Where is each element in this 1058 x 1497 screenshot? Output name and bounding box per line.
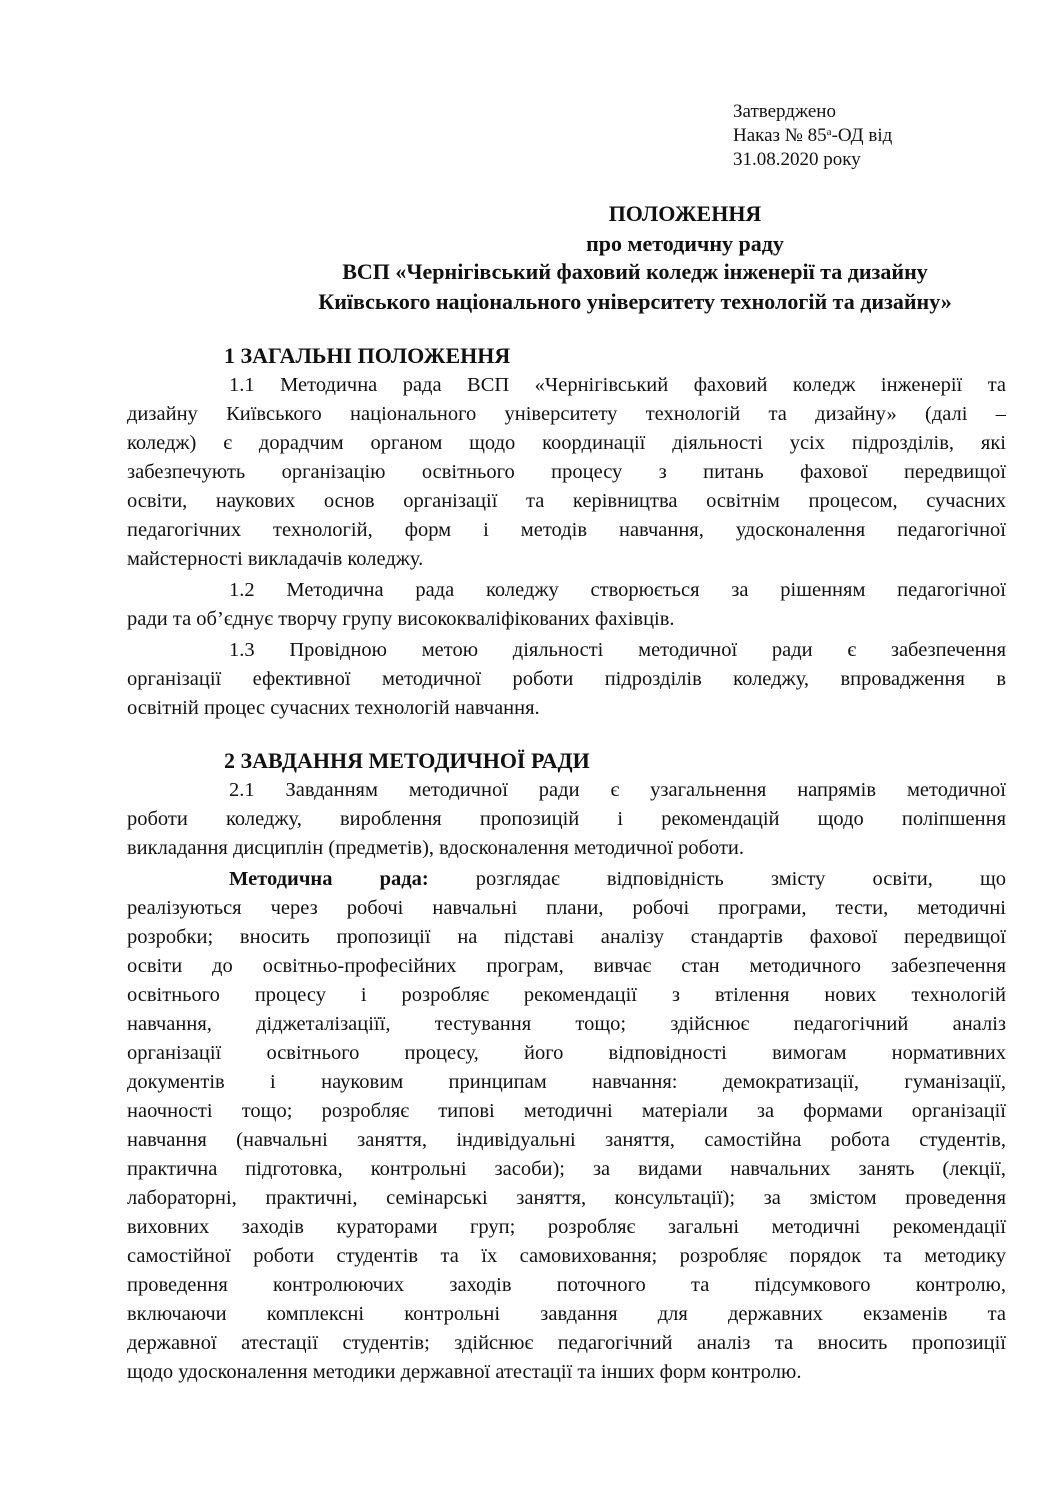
paragraph-line: коледж) є дорадчим органом щодо координації діяльності усіх підрозділів, які <box>127 432 1006 454</box>
paragraph-line: навчання, діджеталізаціїї, тестування тощо; здійснює педагогічний аналіз <box>127 1013 1006 1035</box>
order-number <box>733 124 892 148</box>
paragraph-line: виховних заходів кураторами груп; розробляє загальні методичні рекомендації <box>127 1216 1006 1238</box>
paragraph-line: організації ефективної методичної роботи підрозділів коледжу, впровадження в <box>127 668 1006 690</box>
paragraph-line: державної атестації студентів; здійснює педагогічний аналіз та вносить пропозиції <box>127 1332 1006 1354</box>
paragraph-line: лабораторні, практичні, семінарські заняття, консультації); за змістом проведення <box>127 1187 1006 1209</box>
paragraph-line: практична підготовка, контрольні засоби); за видами навчальних занять (лекції, <box>127 1158 1006 1180</box>
paragraph-line: 2.1 Завданням методичної ради є узагальнення напрямів методичної <box>229 779 1006 801</box>
paragraph-line: наочності тощо; розробляє типові методичні матеріали за формами організації <box>127 1100 1006 1122</box>
paragraph-line: педагогічних технологій, форм і методів навчання, удосконалення педагогічної <box>127 519 1006 541</box>
paragraph-line: освітнього процесу і розробляє рекомендації з втілення нових технологій <box>127 984 1006 1006</box>
order-suffix: -ОД від <box>831 125 893 146</box>
paragraph-line: 1.2 Методична рада коледжу створюється за рішенням педагогічної <box>229 579 1006 601</box>
paragraph-line: майстерності викладачів коледжу. <box>127 548 424 570</box>
paragraph-line: 1.1 Методична рада ВСП «Чернігівський фаховий коледж інженерії та <box>229 374 1006 396</box>
paragraph-line: щодо удосконалення методики державної атестації та інших форм контролю. <box>127 1361 802 1383</box>
council-text: розглядає відповідність змісту освіти, що <box>475 868 1006 890</box>
paragraph-line: викладання дисциплін (предметів), вдосконалення методичної роботи. <box>127 837 745 859</box>
order-superscript: а <box>826 126 832 138</box>
council-paragraph-first-line <box>229 866 1006 892</box>
council-label: Методична рада: <box>229 868 429 890</box>
paragraph-line: освіти до освітньо-професійних програм, вивчає стан методичного забезпечення <box>127 955 1006 977</box>
organization-line-1: ВСП «Чернігівський фаховий коледж інженерії та дизайну <box>342 259 928 284</box>
paragraph-line: роботи коледжу, вироблення пропозицій і рекомендацій щодо поліпшення <box>127 808 1006 830</box>
document-title: ПОЛОЖЕННЯ <box>608 201 762 226</box>
paragraph-line: дизайну Київського національного університету технологій та дизайну» (далі – <box>127 403 1006 425</box>
paragraph-line: ради та об’єднує творчу групу висококваліфікованих фахівців. <box>127 608 675 630</box>
approval-label: Затверджено <box>733 101 836 122</box>
paragraph-line: проведення контролюючих заходів поточного та підсумкового контролю, <box>127 1274 1006 1296</box>
document-subtitle: про методичну раду <box>586 231 784 256</box>
approval-block <box>733 100 892 172</box>
order-prefix: Наказ № 85 <box>733 125 827 146</box>
section-1-heading: 1 ЗАГАЛЬНІ ПОЛОЖЕННЯ <box>224 343 511 368</box>
paragraph-line: документів і науковим принципам навчання: демократизації, гуманізації, <box>127 1071 1006 1093</box>
approval-date: 31.08.2020 року <box>733 149 861 170</box>
paragraph-line: освіти, наукових основ організації та керівництва освітнім процесом, сучасних <box>127 490 1006 512</box>
paragraph-line: включаючи комплексні контрольні завдання для державних екзаменів та <box>127 1303 1006 1325</box>
paragraph-line: забезпечують організацію освітнього процесу з питань фахової передвищої <box>127 461 1006 483</box>
organization-line-2: Київського національного університету технологій та дизайну» <box>318 289 952 314</box>
section-2-heading: 2 ЗАВДАННЯ МЕТОДИЧНОЇ РАДИ <box>224 748 590 773</box>
paragraph-line: організації освітнього процесу, його відповідності вимогам нормативних <box>127 1042 1006 1064</box>
paragraph-line: розробки; вносить пропозиції на підставі аналізу стандартів фахової передвищої <box>127 926 1006 948</box>
paragraph-line: реалізуються через робочі навчальні плани, робочі програми, тести, методичні <box>127 897 1006 919</box>
paragraph-line: навчання (навчальні заняття, індивідуальні заняття, самостійна робота студентів, <box>127 1129 1006 1151</box>
paragraph-line: 1.3 Провідною метою діяльності методичної ради є забезпечення <box>229 639 1006 661</box>
paragraph-line: освітній процес сучасних технологій навчання. <box>127 697 540 719</box>
paragraph-line: самостійної роботи студентів та їх самовиховання; розробляє порядок та методику <box>127 1245 1006 1267</box>
